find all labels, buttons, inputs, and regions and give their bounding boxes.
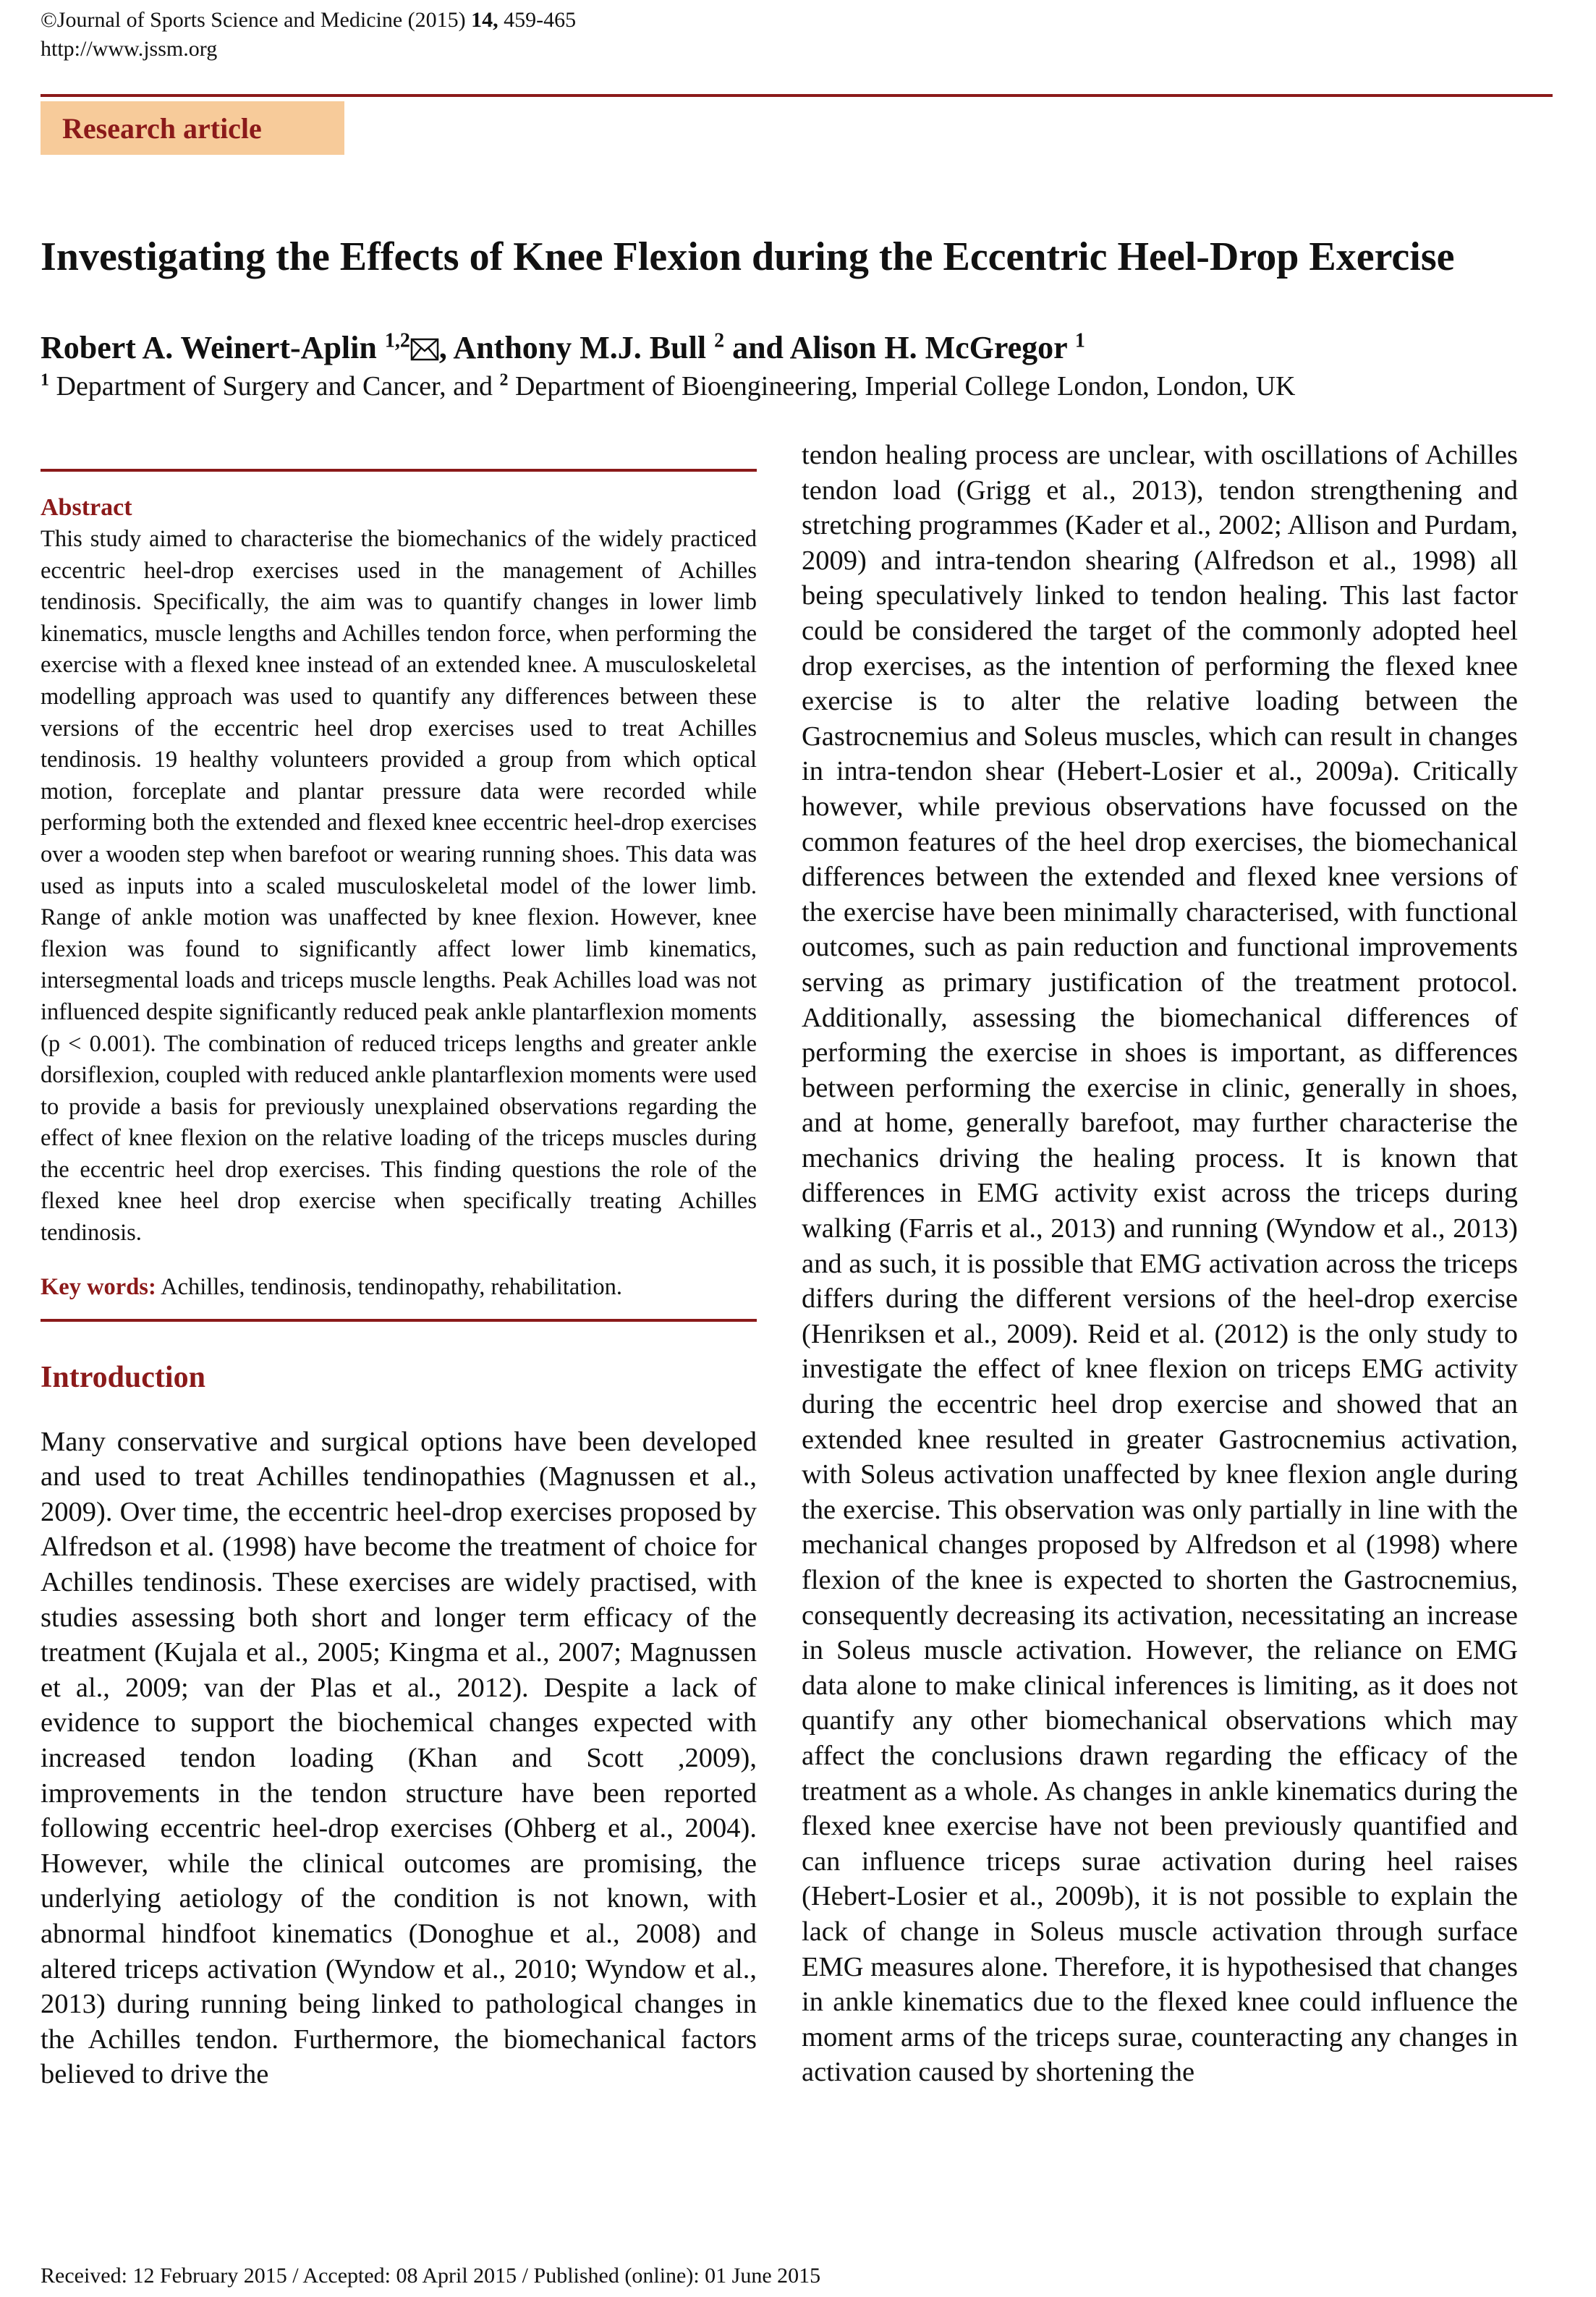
keywords-text: Achilles, tendinosis, tendinopathy, rehabilitation.: [156, 1273, 622, 1300]
keywords-label: Key words:: [41, 1273, 156, 1300]
affiliations: [41, 370, 1295, 402]
abstract-divider-top: [41, 469, 757, 472]
article-type-label: [41, 101, 344, 155]
abstract-heading: Abstract: [41, 494, 132, 521]
author-affiliation-marker: 1,2: [384, 329, 410, 352]
citation-volume: 14,: [471, 8, 498, 32]
header-divider: [41, 94, 1553, 97]
left-column: [41, 469, 757, 2092]
publication-dates: Received: 12 February 2015 / Accepted: 08 April 2015 / Published (online): 01 June 2015: [41, 2264, 821, 2288]
abstract-text: This study aimed to characterise the biomechanics of the widely practiced eccentric heel-drop exercises used in the management of Achilles tendinosis. Specifically, the aim was to quantify changes in lower limb kinematics, muscle lengths and Achilles tendon force, when performing the exercise with a flexed knee instead of an extended knee. A musculoskeletal modelling approach was used to quantify any differences between these versions of the eccentric heel drop exercises used to treat Achilles tendinosis. 19 healthy volunteers provided a group from which optical motion, forceplate and plantar pressure data were recorded while performing both the extended and flexed knee eccentric heel-drop exercises over a wooden step when barefoot or wearing running shoes. This data was used as inputs into a scaled musculoskeletal model of the lower limb. Range of ankle motion was unaffected by knee flexion. However, knee flexion was found to significantly affect lower limb kinematics, intersegmental loads and triceps muscle lengths. Peak Achilles load was not influenced despite significantly reduced peak ankle plantarflexion moments (p < 0.001). The combination of reduced triceps lengths and greater ankle dorsiflexion, coupled with reduced ankle plantarflexion moments were used to provide a basis for previously unexplained observations regarding the effect of knee flexion on the relative loading of the triceps muscles during the eccentric heel drop exercises. This finding questions the role of the flexed knee heel drop exercise when specifically treating Achilles tendinosis.: [41, 526, 757, 1247]
envelope-icon[interactable]: [410, 338, 439, 361]
journal-citation: [41, 7, 576, 33]
affiliation-text: Department of Bioengineering, Imperial College London, London, UK: [508, 371, 1296, 402]
author-affiliation-marker: 2: [714, 329, 725, 352]
author-name: , Anthony M.J. Bull: [438, 330, 715, 365]
author-affiliation-marker: 1: [1074, 329, 1085, 352]
introduction-text-right: tendon healing process are unclear, with oscillations of Achilles tendon load (Grigg et al., 2013), tendon strengthening and stretching programmes (Kader et al., 2002; Allison and Purdam, 2009) and intra-tendon shearing (Alfredson et al., 1998) all being speculatively linked to tendon healing. This last factor could be considered the target of the commonly adopted heel drop exercises, as the intention of performing the flexed knee exercise is to alter the relative loading between the Gastrocnemius and Soleus muscles, which can result in changes in intra-tendon shear (Hebert-Losier et al., 2009a). Critically however, while previous observations have focussed on the common features of the heel drop exercises, the biomechanical differences between the extended and flexed knee versions of the exercise have been minimally characterised, with functional outcomes, such as pain reduction and functional improvements serving as primary justification of the treatment protocol. Additionally, assessing the biomechanical differences of performing the exercise in shoes is important, as differences between performing the exercise in clinic, generally in shoes, and at home, generally barefoot, may further characterise the mechanics driving the healing process. It is known that differences in EMG activity exist across the triceps during walking (Farris et al., 2013) and running (Wyndow et al., 2013) and as such, it is possible that EMG activation across the triceps differs during the different versions of the heel-drop exercise (Henriksen et al., 2009). Reid et al. (2012) is the only study to investigate the effect of knee flexion on triceps EMG activity during the eccentric heel drop exercise and showed that an extended knee resulted in greater Gastrocnemius activation, with Soleus activation unaffected by knee flexion angle during the exercise. This observation was only partially in line with the mechanical changes proposed by Alfredson et al (1998) where flexion of the knee is expected to shorten the Gastrocnemius, consequently decreasing its activation, necessitating an increase in Soleus muscle activation. However, the reliance on EMG data alone to make clinical inferences is limiting, as it does not quantify any other biomechanical observations which may affect the conclusions drawn regarding the efficacy of the treatment as a whole. As changes in ankle kinematics during the flexed knee exercise have not been previously quantified and can influence triceps surae activation during heel raises (Hebert-Losier et al., 2009b), it is not possible to explain the lack of change in Soleus muscle activation through surface EMG measures alone. Therefore, it is hypothesised that changes in ankle kinematics due to the flexed knee could influence the moment arms of the triceps surae, counteracting any changes in activation caused by shortening the: [802, 440, 1518, 2088]
introduction-heading: Introduction: [41, 1360, 205, 1394]
author-name: and Alison H. McGregor: [724, 330, 1075, 365]
article-type-text: Research article: [62, 111, 262, 145]
author-name: Robert A. Weinert-Aplin: [41, 330, 385, 365]
paper-title: Investigating the Effects of Knee Flexion during the Eccentric Heel-Drop Exercise: [41, 234, 1455, 279]
introduction-text-left: Many conservative and surgical options have been developed and used to treat Achilles tendinopathies (Magnussen et al., 2009). Over time, the eccentric heel-drop exercises proposed by Alfredson et al. (1998) have become the treatment of choice for Achilles tendinosis. These exercises are widely practised, with studies assessing both short and longer term efficacy of the treatment (Kujala et al., 2005; Kingma et al., 2007; Magnussen et al., 2009; van der Plas et al., 2012). Despite a lack of evidence to support the biochemical changes expected with increased tendon loading (Khan and Scott ,2009), improvements in the tendon structure have been reported following eccentric heel-drop exercises (Ohberg et al., 2004). However, while the clinical outcomes are promising, the underlying aetiology of the condition is not known, with abnormal hindfoot kinematics (Donoghue et al., 2008) and altered triceps activation (Wyndow et al., 2010; Wyndow et al., 2013) during running being linked to pathological changes in the Achilles tendon. Furthermore, the biomechanical factors believed to drive the: [41, 1426, 757, 2090]
affiliation-marker: 1: [41, 370, 49, 390]
journal-url[interactable]: http://www.jssm.org: [41, 37, 218, 61]
citation-pages: 459-465: [498, 8, 577, 32]
affiliation-text: Department of Surgery and Cancer, and: [49, 371, 500, 402]
author-list: [41, 329, 1085, 366]
abstract-divider-bottom: [41, 1319, 757, 1322]
affiliation-marker: 2: [499, 370, 509, 390]
citation-prefix: ©Journal of Sports Science and Medicine (2015): [41, 8, 472, 32]
keywords: [41, 1271, 757, 1303]
